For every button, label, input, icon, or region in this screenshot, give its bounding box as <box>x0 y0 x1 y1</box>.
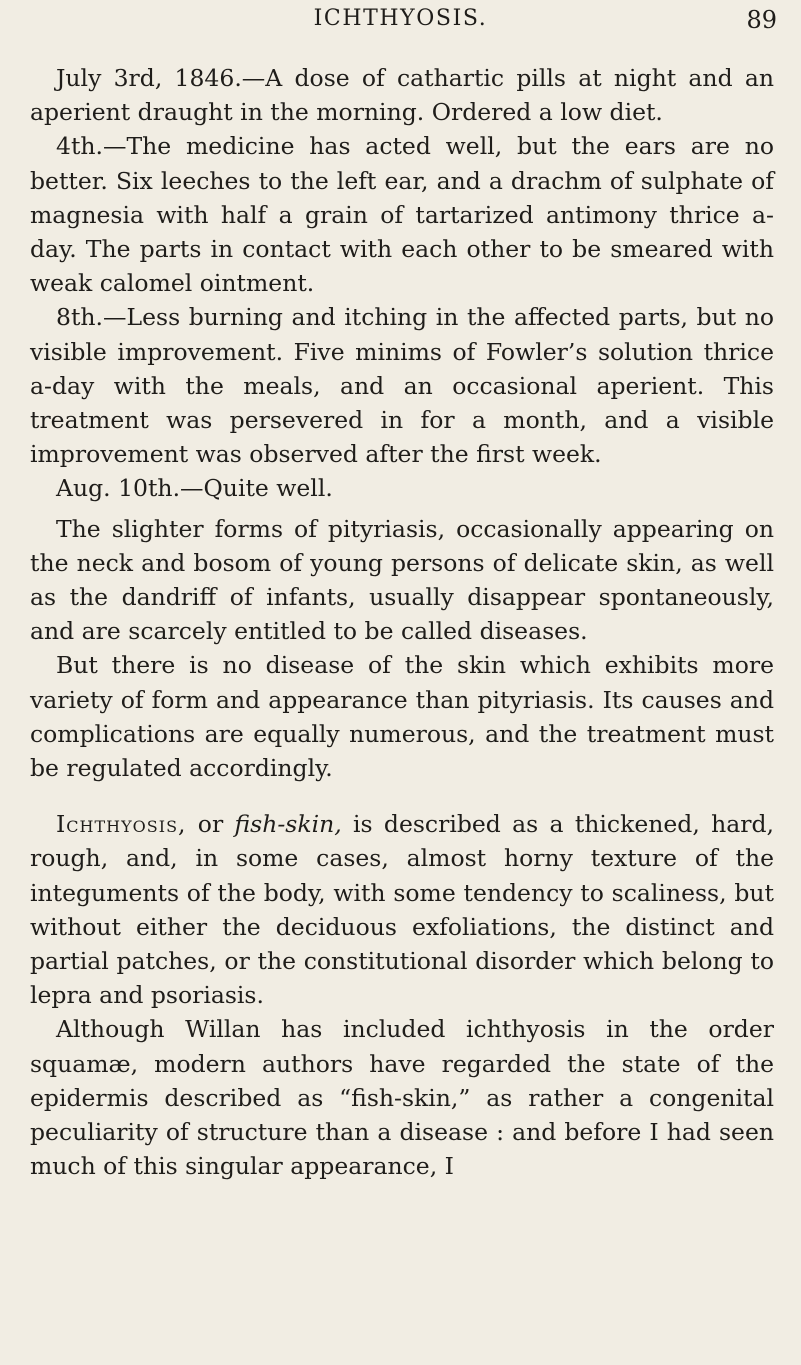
paragraph-ichthyosis <box>30 807 774 1012</box>
page-body <box>30 61 774 1184</box>
paragraph-8th: 8th.—Less burning and itching in the affected parts, but no visible improvement. Five minims of Fowler’s solution thrice a-day with the meals, and an occasional aperient. This treatment was persevered in for a month, and a visible improvement was observed after the first week. <box>30 303 774 469</box>
page-header <box>0 6 801 40</box>
paragraph-willan: Although Willan has included ichthyosis in the order squamæ, modern authors have regarded the state of the epidermis described as “fish-skin,” as rather a congenital peculiarity of structure than a disease : and before I had seen much of this singular appearance, I <box>30 1015 774 1181</box>
paragraph-no-disease: But there is no disease of the skin which exhibits more variety of form and appearance than pityriasis. Its causes and complications are equally numerous, and the treatment must be regulated accordingly. <box>30 651 774 783</box>
paragraph-aug-10th: Aug. 10th.—Quite well. <box>56 474 333 503</box>
paragraph-slighter-forms: The slighter forms of pityriasis, occasionally appearing on the neck and bosom of young persons of delicate skin, as well as the dandriff of infants, usually disappear spontaneously, and are scarcely entitled to be called diseases. <box>30 514 774 646</box>
text-description: is described as a thickened, hard, rough, and, in some cases, almost horny texture of the integuments of the body, with some tendency to scaliness, but without either the deciduous exfoliations, the distinct and partial patches, or the constitutional disorder which belong to lepra and psoriasis. <box>30 810 774 1010</box>
page-number: 89 <box>746 6 777 34</box>
running-title: ICHTHYOSIS. <box>313 6 488 31</box>
text-or: or <box>186 810 235 839</box>
term-ichthyosis: Ichthyosis, <box>56 810 187 839</box>
term-fish-skin: fish-skin, <box>234 810 342 839</box>
paragraph-july-3rd: July 3rd, 1846.—A dose of cathartic pills at night and an aperient draught in the morning. Ordered a low diet. <box>30 64 774 127</box>
paragraph-4th: 4th.—The medicine has acted well, but the ears are no better. Six leeches to the left ear, and a drachm of sulphate of magnesia with half a grain of tartarized antimony thrice a-day. The parts in contact with each other to be smeared with weak calomel ointment. <box>30 132 774 298</box>
